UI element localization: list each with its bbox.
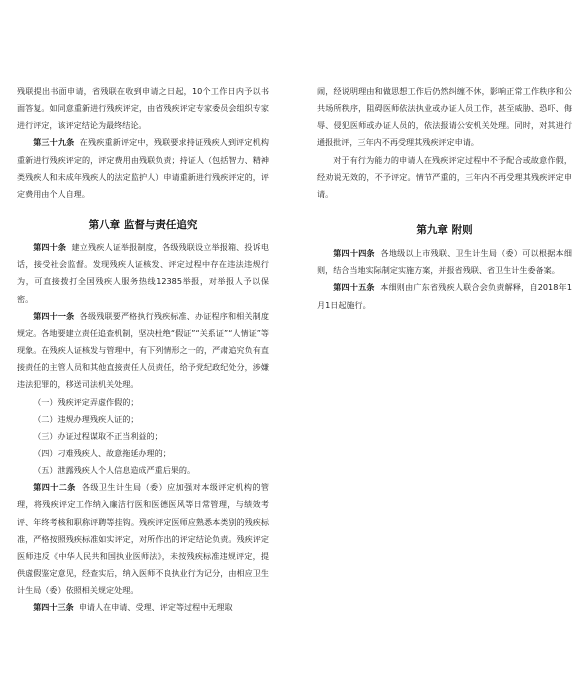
article-42 [17, 479, 269, 599]
article-43 [17, 599, 269, 616]
paragraph-2: 对于有行为能力的申请人在残疾评定过程中不予配合或故意作假，经劝说无效的，不予评定。情节严重的，三年内不再受理其残疾评定申请。 [317, 154, 572, 199]
list-item-2: （二）违规办理残疾人证的； [33, 413, 139, 424]
list-item-4: （四）刁难残疾人、故意拖延办理的； [33, 447, 171, 458]
article-45 [317, 279, 572, 313]
list-item-1: （一）残疾评定弄虚作假的； [33, 396, 139, 407]
paragraph-continued: 闹，经说明理由和做思想工作后仍然纠缠不休，影响正常工作秩序和公共场所秩序，阻碍医师依法执业或办证人员工作，甚至威胁、恐吓、侮辱、侵犯医师或办证人员的，依法报请公安机关处理。同时，对其进行通报批评，三年内不再受理其残疾评定申请。 [317, 86, 572, 148]
article-44-text: 各地级以上市残联、卫生计生局（委）可以根据本细则，结合当地实际制定实施方案，并报省残联、省卫生计生委备案。 [317, 248, 572, 276]
article-44-number: 第四十四条 [333, 248, 375, 259]
article-43-text: 申请人在申请、受理、评定等过程中无理取 [78, 602, 233, 613]
article-40 [17, 239, 269, 308]
article-42-text: 各级卫生计生局（委）应加强对本级评定机构的管理，将残疾评定工作纳入廉洁行医和医德医风等日常管理，与绩效考评、年终考核和职称评聘等挂钩。残疾评定医师应熟悉本类别的残疾标准，严格按照残疾标准如实评定，对所作出的评定结论负责。残疾评定医师违反《中华人民共和国执业医师法》，未按残疾标准违规评定，提供虚假鉴定意见，经查实后，纳入医师不良执业行为记分，由相应卫生计生局（委）依照相关规定处理。 [17, 482, 269, 596]
article-40-number: 第四十条 [33, 242, 67, 253]
article-41-number: 第四十一条 [33, 310, 75, 321]
article-43-number: 第四十三条 [33, 602, 74, 613]
right-column [317, 83, 572, 314]
chapter-8-title: 第八章 监督与责任追究 [88, 219, 198, 232]
article-40-text: 建立残疾人证举报制度，各级残联设立举报箱、投诉电话，接受社会监督。发现残疾人证核发、评定过程中存在违法违规行为，可直接拨打全国残疾人服务热线12385举报，对举报人予以保密。 [17, 242, 269, 304]
article-45-text: 本细则由广东省残疾人联合会负责解释，自2018年1月1日起施行。 [317, 282, 572, 310]
list-item-5: （五）泄露残疾人个人信息造成严重后果的。 [33, 465, 196, 476]
article-41 [17, 308, 269, 394]
article-45-number: 第四十五条 [333, 282, 375, 293]
article-39-text: 在残疾重新评定中，残联要求持证残疾人到评定机构重新进行残疾评定的，评定费用由残联负责；持证人（包括智力、精神类残疾人和未成年残疾人的法定监护人）申请重新进行残疾评定的，评定费用由个人自理。 [17, 137, 269, 199]
article-39-number: 第三十九条 [33, 137, 75, 148]
chapter-9-title: 第九章 附则 [416, 224, 473, 237]
article-44 [317, 245, 572, 279]
article-41-text: 各级残联要严格执行残疾标准、办证程序和相关制度规定。各地要建立责任追查机制，坚决杜绝“假证”“关系证”“人情证”等现象。在残疾人证核发与管理中，有下列情形之一的，严肃追究负有直接责任的主管人员和其他直接责任人员责任，给予党纪政纪处分，涉嫌违法犯罪的，移送司法机关处理。 [17, 310, 269, 390]
article-39 [17, 134, 269, 203]
article-42-number: 第四十二条 [33, 482, 76, 493]
paragraph-intro: 残联提出书面申请，省残联在收到申请之日起，10个工作日内予以书面答复。如同意重新进行残疾评定，由省残疾评定专家委员会组织专家进行评定，该评定结论为最终结论。 [17, 86, 269, 131]
left-column [17, 83, 269, 617]
list-item-3: （三）办证过程谋取不正当利益的； [33, 430, 163, 441]
